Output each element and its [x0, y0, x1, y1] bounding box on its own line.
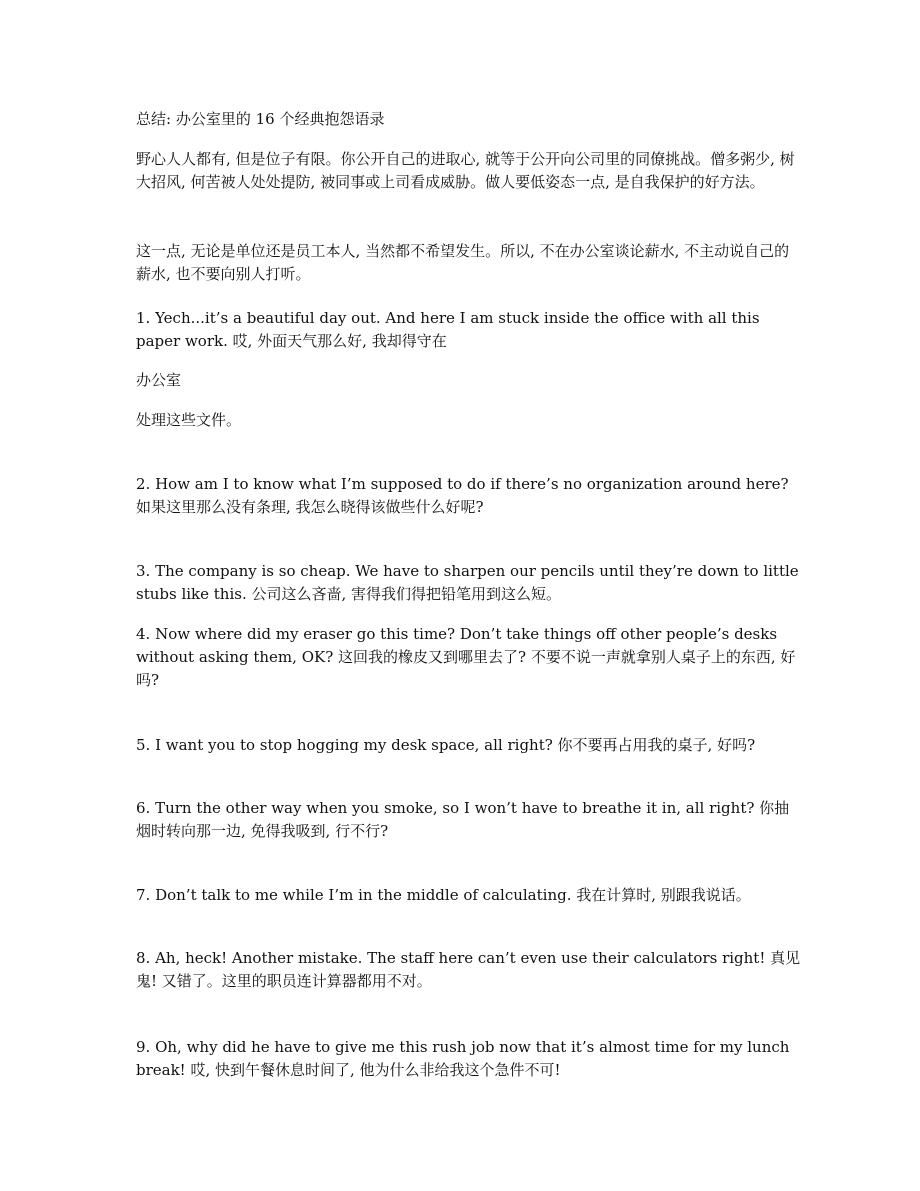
paragraph-item-1-files: 处理这些文件。 — [136, 411, 242, 429]
paragraph-item-6: 6. Turn the other way when you smoke, so I won’t have to breathe it in, all right? 你抽烟时转向那一边, 免得我吸到, 行不行? — [136, 799, 790, 840]
paragraph-ambition: 野心人人都有, 但是位子有限。你公开自己的进取心, 就等于公开向公司里的同僚挑战。僧多粥少, 树大招风, 何苦被人处处提防, 被同事或上司看成威胁。做人要低姿态一点, 是自我保护的好方法。 — [136, 150, 795, 191]
paragraph-salary: 这一点, 无论是单位还是员工本人, 当然都不希望发生。所以, 不在办公室谈论薪水, 不主动说自己的薪水, 也不要向别人打听。 — [136, 242, 790, 283]
paragraph-item-4: 4. Now where did my eraser go this time? Don’t take things off other people’s desks without asking them, OK? 这回我的橡皮又到哪里去了? 不要不说一声就拿别人桌子上的东西, 好吗? — [136, 625, 796, 689]
paragraph-item-1: 1. Yech...it’s a beautiful day out. And here I am stuck inside the office with all this paper work. 哎, 外面天气那么好, 我却得守在 — [136, 309, 760, 350]
paragraph-item-2: 2. How am I to know what I’m supposed to do if there’s no organization around here? 如果这里那么没有条理, 我怎么晓得该做些什么好呢? — [136, 475, 789, 516]
paragraph-item-5: 5. I want you to stop hogging my desk space, all right? 你不要再占用我的桌子, 好吗? — [136, 736, 756, 754]
paragraph-item-3: 3. The company is so cheap. We have to sharpen our pencils until they’re down to little stubs like this. 公司这么吝啬, 害得我们得把铅笔用到这么短。 — [136, 562, 799, 603]
paragraph-item-9: 9. Oh, why did he have to give me this rush job now that it’s almost time for my lunch break! 哎, 快到午餐休息时间了, 他为什么非给我这个急件不可! — [136, 1038, 790, 1079]
paragraph-item-7: 7. Don’t talk to me while I’m in the middle of calculating. 我在计算时, 别跟我说话。 — [136, 886, 751, 904]
document-title: 总结: 办公室里的 16 个经典抱怨语录 — [136, 110, 385, 128]
paragraph-item-8: 8. Ah, heck! Another mistake. The staff here can’t even use their calculators right! 真见鬼! 又错了。这里的职员连计算器都用不对。 — [136, 949, 801, 990]
paragraph-item-1-office: 办公室 — [136, 371, 182, 389]
